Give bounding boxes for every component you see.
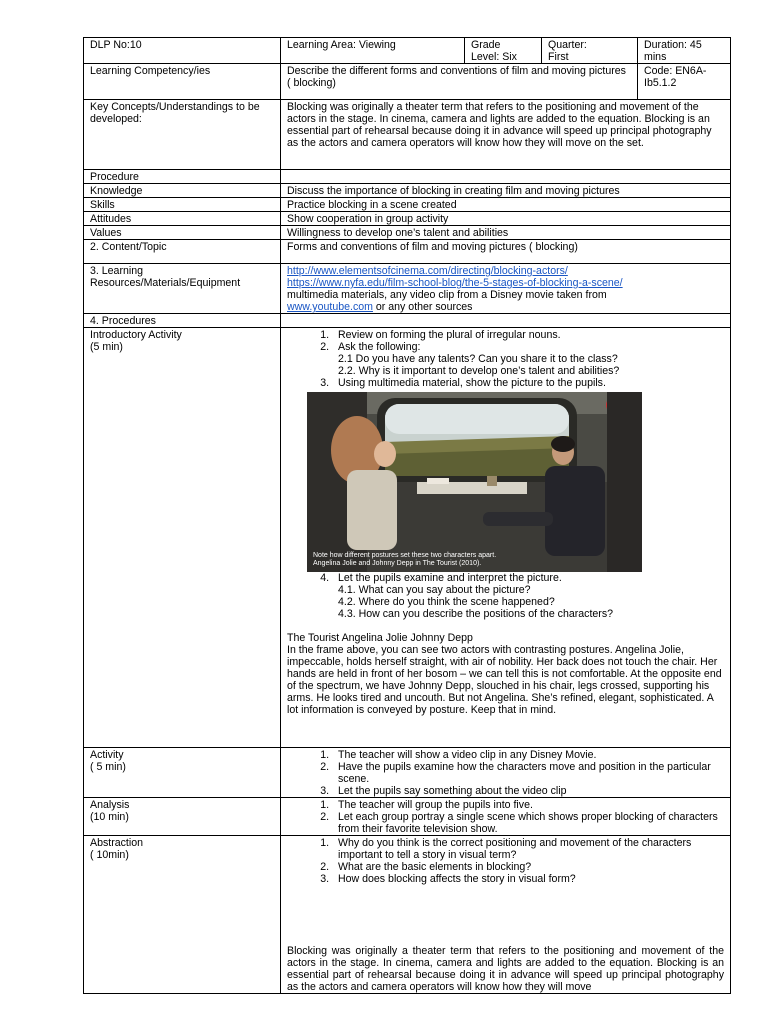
sub-question: 2.2. Why is it important to develop one’s talent and abilities? xyxy=(338,365,620,377)
abstraction-list xyxy=(287,837,724,885)
list-item: 2. Have the pupils examine how the characters move and position in the particular scene. xyxy=(332,761,724,785)
procedure-label: Procedure xyxy=(84,170,281,184)
sub-question: 2.1 Do you have any talents? Can you share it to the class? xyxy=(338,353,618,365)
learning-area: Learning Area: Viewing xyxy=(281,38,465,64)
sub-question: 4.1. What can you say about the picture? xyxy=(338,584,531,596)
header-row xyxy=(84,38,731,64)
activity-row xyxy=(84,748,731,798)
activity-label: Activity ( 5 min) xyxy=(84,748,281,798)
intro-activity-row xyxy=(84,328,731,748)
competency-label: Learning Competency/ies xyxy=(84,64,281,100)
key-concepts-label: Key Concepts/Understandings to be developed: xyxy=(84,100,281,170)
list-item: 4. Let the pupils examine and interpret the picture. 4.1. What can you say about the picture? 4.2. Where do you think the scene happened? 4.3. How can you describe the positions of the characters? xyxy=(332,572,724,620)
activity-list xyxy=(287,749,724,797)
resource-link-youtube[interactable]: www.youtube.com xyxy=(287,301,373,313)
resource-link-nyfa[interactable]: https://www.nyfa.edu/film-school-blog/the-5-stages-of-blocking-a-scene/ xyxy=(287,277,623,289)
objective-row xyxy=(84,226,731,240)
analysis-list xyxy=(287,799,724,835)
activity-content xyxy=(281,748,731,798)
objective-text: Show cooperation in group activity xyxy=(281,212,731,226)
intro-list xyxy=(287,329,724,389)
image-caption: Note how different postures set these two characters apart. Angelina Jolie and Johnny Depp in The Tourist (2010). xyxy=(313,552,497,567)
intro-list-continued xyxy=(287,572,724,620)
sub-question: 4.2. Where do you think the scene happened? xyxy=(338,596,555,608)
list-item: 1. Review on forming the plural of irregular nouns. xyxy=(332,329,724,341)
content-row xyxy=(84,240,731,264)
objective-label: Attitudes xyxy=(84,212,281,226)
objective-row xyxy=(84,212,731,226)
abstraction-paragraph: Blocking was originally a theater term that refers to the positioning and movement of the actors in the stage. In cinema, camera and lights are added to the equation. Blocking is an essential part of rehearsal because doing it in advance will speed up principal photography as the actors and camera operators will know how they will move xyxy=(287,945,724,993)
key-concepts-row xyxy=(84,100,731,170)
competency-code: Code: EN6A- Ib5.1.2 xyxy=(638,64,731,100)
intro-activity-content xyxy=(281,328,731,748)
resources-label: 3. Learning Resources/Materials/Equipment xyxy=(84,264,281,314)
competency-text: Describe the different forms and conventions of film and moving pictures ( blocking) xyxy=(281,64,638,100)
key-concepts-text: Blocking was originally a theater term that refers to the positioning and movement of the actors in the stage. In cinema, camera and lights are added to the equation. Blocking is an essential part of rehearsal because doing it in advance will speed up principal photography as the actors and camera operators will know how they will move on the set. xyxy=(281,100,731,170)
sub-question: 4.3. How can you describe the positions of the characters? xyxy=(338,608,614,620)
list-item: 3. How does blocking affects the story in visual form? xyxy=(332,873,724,885)
dlp-number: DLP No:10 xyxy=(84,38,281,64)
abstraction-content xyxy=(281,836,731,994)
resources-row xyxy=(84,264,731,314)
content-text: Forms and conventions of film and moving pictures ( blocking) xyxy=(281,240,731,264)
objective-text: Discuss the importance of blocking in creating film and moving pictures xyxy=(281,184,731,198)
objective-label: Skills xyxy=(84,198,281,212)
duration: Duration: 45 mins xyxy=(638,38,731,64)
list-item: 1. The teacher will show a video clip in any Disney Movie. xyxy=(332,749,724,761)
objective-row xyxy=(84,184,731,198)
list-item: 1. The teacher will group the pupils into five. xyxy=(332,799,724,811)
list-item: 2. Let each group portray a single scene which shows proper blocking of characters from their favorite television show. xyxy=(332,811,724,835)
competency-row xyxy=(84,64,731,100)
list-item: 3. Using multimedia material, show the picture to the pupils. xyxy=(332,377,724,389)
list-item: 2. What are the basic elements in blocking? xyxy=(332,861,724,873)
objective-label: Knowledge xyxy=(84,184,281,198)
grade-level: Grade Level: Six xyxy=(465,38,542,64)
list-item: 1. Why do you think is the correct positioning and movement of the characters important to tell a story in visual term? xyxy=(332,837,724,861)
resources-text: http://www.elementsofcinema.com/directing/blocking-actors/ https://www.nyfa.edu/film-school-blog/the-5-stages-of-blocking-a-scene/ multimedia materials, any video clip from a Disney movie taken from www.youtube.com or any other sources xyxy=(281,264,731,314)
scene-heading: The Tourist Angelina Jolie Johnny Depp xyxy=(287,632,473,644)
list-item: 3. Let the pupils say something about the video clip xyxy=(332,785,724,797)
objective-label: Values xyxy=(84,226,281,240)
procedures-row xyxy=(84,314,731,328)
scene-paragraph: In the frame above, you can see two actors with contrasting postures. Angelina Jolie, impeccable, holds herself straight, with air of nobility. Her back does not touch the chair. Her hands are held in front of her bosom – we can tell this is not comfortable. At the opposite end of the spectrum, we have Johnny Depp, slouched in his chair, legs crossed, supporting his arms. He looks tired and uncouth. But not Angelina. She’s refined, elegant, sophisticated. A lot information is conveyed by posture. Keep that in mind. xyxy=(287,644,722,716)
objective-text: Practice blocking in a scene created xyxy=(281,198,731,212)
objective-text: Willingness to develop one’s talent and abilities xyxy=(281,226,731,240)
quarter: Quarter: First xyxy=(542,38,638,64)
objective-row xyxy=(84,198,731,212)
procedures-label: 4. Procedures xyxy=(84,314,281,328)
abstraction-label: Abstraction ( 10min) xyxy=(84,836,281,994)
procedure-row xyxy=(84,170,731,184)
list-item: 2. Ask the following: 2.1 Do you have any talents? Can you share it to the class? 2.2. Why is it important to develop one’s talent and abilities? xyxy=(332,341,724,377)
intro-activity-label: Introductory Activity (5 min) xyxy=(84,328,281,748)
lesson-plan-document xyxy=(83,37,730,994)
abstraction-row xyxy=(84,836,731,994)
lesson-plan-table xyxy=(83,37,731,994)
train-scene-illustration xyxy=(307,392,642,572)
analysis-content xyxy=(281,798,731,836)
content-label: 2. Content/Topic xyxy=(84,240,281,264)
resource-link-elementsofcinema[interactable]: http://www.elementsofcinema.com/directing/blocking-actors/ xyxy=(287,265,568,277)
analysis-label: Analysis (10 min) xyxy=(84,798,281,836)
analysis-row xyxy=(84,798,731,836)
movie-still-image xyxy=(307,392,642,572)
